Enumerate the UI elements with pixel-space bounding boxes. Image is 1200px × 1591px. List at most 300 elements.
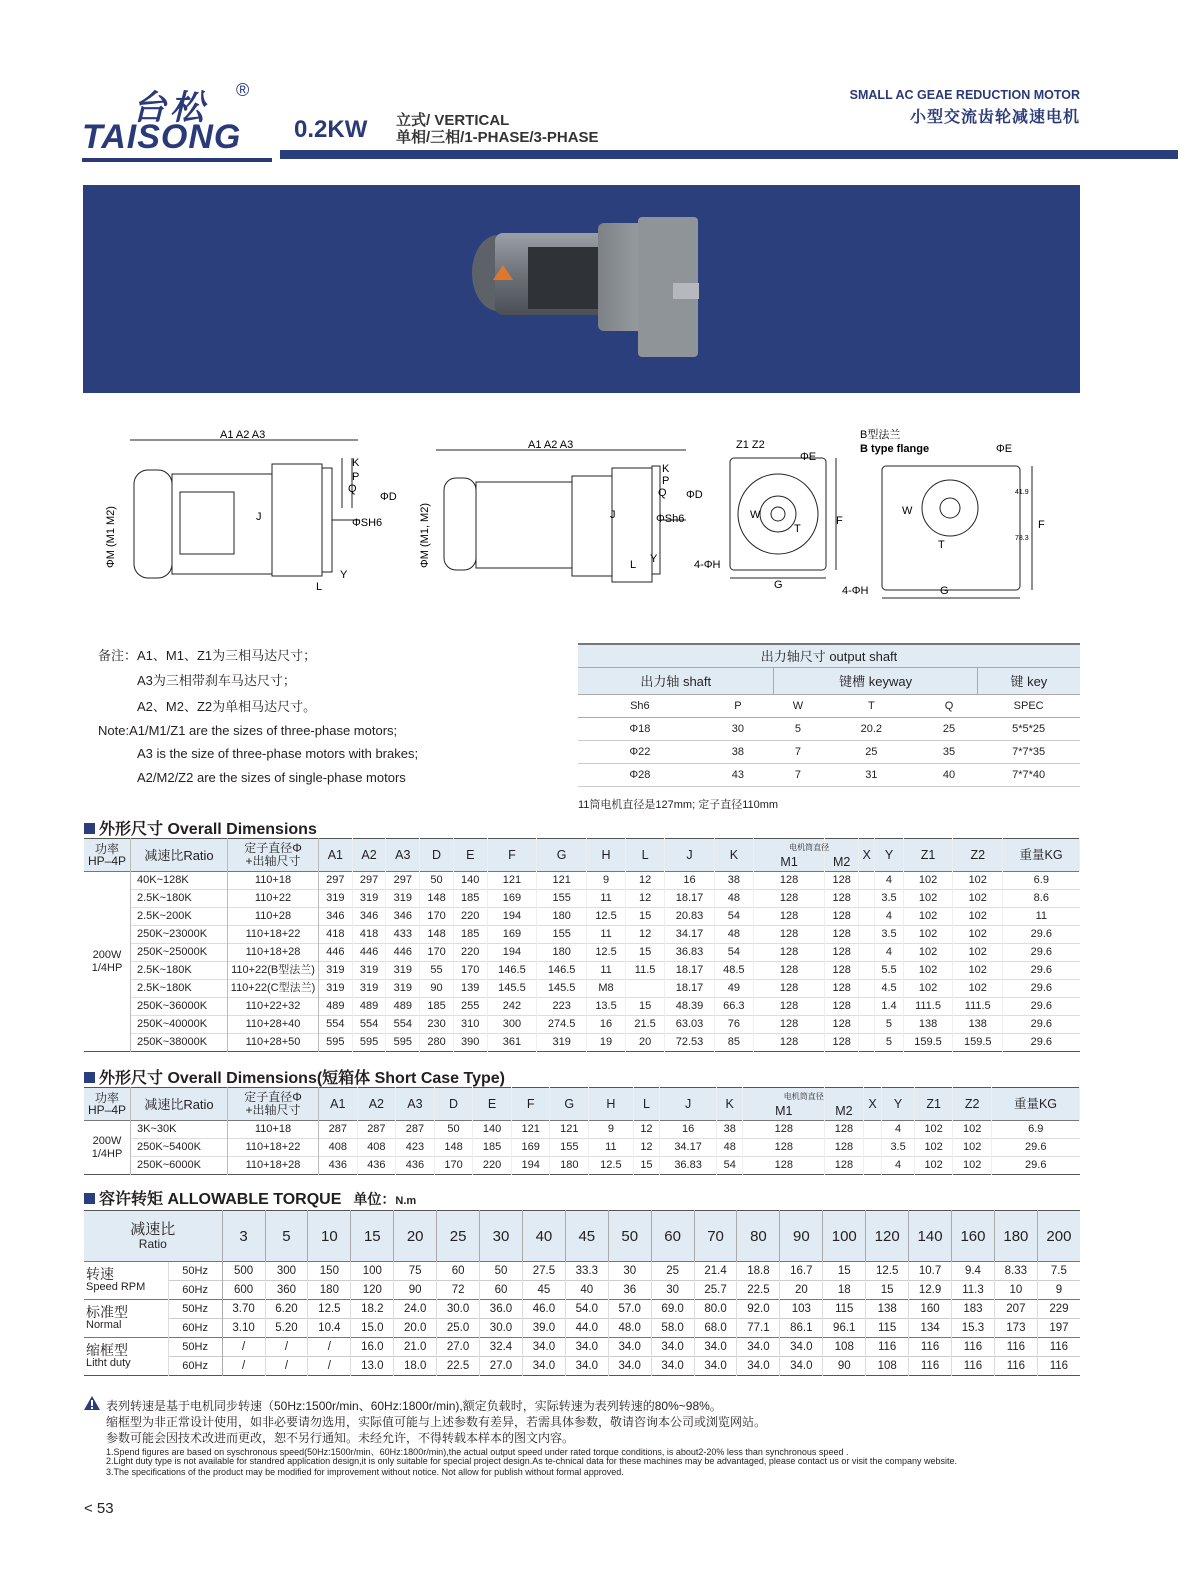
hdr-col: H [587, 839, 626, 872]
dim-cell: 3.5 [875, 926, 903, 944]
dim-cell: 12.5 [589, 1157, 634, 1175]
dim-cell: 138 [903, 1016, 953, 1034]
dim-cell: 446 [386, 944, 420, 962]
dim-cell: 3.5 [875, 890, 903, 908]
dim-cell: 102 [953, 890, 1003, 908]
dim-cell: 155 [550, 1139, 589, 1157]
torque-cell: 96.1 [823, 1319, 866, 1338]
dim-cell: 13.5 [587, 998, 626, 1016]
torque-group-label [84, 1262, 168, 1300]
shaft-cell: 25 [921, 718, 978, 741]
hdr-col-m1: M1 [775, 1104, 793, 1118]
dim-cell: 12 [633, 1121, 659, 1139]
dim-cell: 319 [386, 962, 420, 980]
dim-cell: 16 [587, 1016, 626, 1034]
torque-ratio: 180 [994, 1211, 1037, 1262]
dim-cell: 169 [487, 926, 537, 944]
dim-cell: 20.83 [665, 908, 715, 926]
dim-cell: 128 [825, 998, 859, 1016]
torque-cell: 8.33 [994, 1262, 1037, 1281]
dim-cell: 436 [396, 1157, 435, 1175]
dim-cell: 110+28 [228, 908, 319, 926]
dim-cell: 102 [903, 980, 953, 998]
dim-cell: 230 [420, 1016, 454, 1034]
torque-cell: 50 [480, 1262, 523, 1281]
side-view-2 [436, 450, 686, 582]
registered-mark: ® [236, 80, 250, 100]
dim-cell: 110+18 [228, 1121, 319, 1139]
dim-row [84, 926, 1080, 944]
dim-cell: 319 [352, 890, 386, 908]
dim-cell [859, 926, 875, 944]
torque-cell: 46.0 [522, 1300, 565, 1319]
torque-group-cn: 缩框型 [86, 1341, 128, 1358]
torque-cell: 34.0 [780, 1338, 823, 1357]
torque-ratio: 45 [565, 1211, 608, 1262]
torque-cell: / [222, 1357, 265, 1376]
dim-cell: 446 [352, 944, 386, 962]
dim-cell: 194 [487, 944, 537, 962]
torque-cell: 116 [1037, 1357, 1080, 1376]
torque-cell: 7.5 [1037, 1262, 1080, 1281]
hdr-col: J [665, 839, 715, 872]
dim-cell: 319 [386, 980, 420, 998]
torque-cell: 197 [1037, 1319, 1080, 1338]
dim-cell: 180 [537, 908, 587, 926]
dim-label-m-2: ΦM (M1, M2) [419, 503, 431, 568]
dim-cell: 554 [386, 1016, 420, 1034]
hdr-motor-group [754, 843, 830, 869]
torque-cell: 39.0 [522, 1319, 565, 1338]
torque-cell: 116 [909, 1338, 952, 1357]
dim-cell: 110+18+22 [228, 1139, 319, 1157]
hdr-col: Z2 [953, 839, 1003, 872]
torque-cell: 3.10 [222, 1319, 265, 1338]
note-cn-1: 备注：A1、M1、Z1为三相马达尺寸； [98, 648, 317, 663]
torque-cell: 6.20 [265, 1300, 308, 1319]
dim-cell: 102 [953, 1139, 992, 1157]
dim-cell: 2.5K~180K [131, 962, 228, 980]
hdr-col: 重量KG [991, 1088, 1079, 1121]
torque-hz: 50Hz [168, 1338, 222, 1357]
hdr-col: Z2 [953, 1088, 992, 1121]
dim-cell: 185 [420, 998, 454, 1016]
dim-cell: 2.5K~180K [131, 890, 228, 908]
dim-cell: 280 [420, 1034, 454, 1052]
dim-cell: 29.6 [1003, 980, 1080, 998]
dim-cell: 63.03 [665, 1016, 715, 1034]
dim-cell: 250K~23000K [131, 926, 228, 944]
hdr-col: H [589, 1088, 634, 1121]
dim-cell: 18.17 [665, 980, 715, 998]
dim-label-sh6-2: ΦSh6 [656, 513, 685, 525]
torque-cell: 25 [651, 1262, 694, 1281]
hdr-col: 重量KG [1003, 839, 1080, 872]
dim-cell: 102 [914, 1121, 953, 1139]
shaft-cell: Φ18 [578, 718, 702, 741]
torque-ratio: 90 [780, 1211, 823, 1262]
hdr-power: 功率 HP–4P [84, 1088, 131, 1121]
torque-cell: 10 [994, 1281, 1037, 1300]
torque-ratio: 100 [823, 1211, 866, 1262]
dim-cell: 3.5 [882, 1139, 914, 1157]
dim-label-m: ΦM (M1 M2) [105, 506, 117, 568]
dim-cell: 36.83 [665, 944, 715, 962]
dim-cell [863, 1121, 882, 1139]
torque-hz: 60Hz [168, 1281, 222, 1300]
hdr-ratio: 减速比Ratio [131, 839, 228, 872]
dim-cell: 255 [453, 998, 487, 1016]
torque-group-cn: 标准型 [86, 1303, 128, 1320]
dim-cell: 297 [386, 872, 420, 890]
dim-cell: 128 [743, 1157, 825, 1175]
dim-cell: 128 [825, 926, 859, 944]
torque-row [84, 1300, 1080, 1319]
dim-cell: 5 [875, 1016, 903, 1034]
torque-cell: 18 [823, 1281, 866, 1300]
dim-cell: 38 [717, 1121, 743, 1139]
dim-cell: 159.5 [953, 1034, 1003, 1052]
dim-cell: 194 [511, 1157, 550, 1175]
torque-cell: 183 [952, 1300, 995, 1319]
dim-cell [859, 998, 875, 1016]
torque-ratio-header [84, 1211, 222, 1262]
dim-cell: 15 [626, 908, 665, 926]
dim-cell: 18.17 [665, 890, 715, 908]
dim-cell: 20 [626, 1034, 665, 1052]
front-view [730, 458, 836, 578]
dim-cell: 110+28+50 [228, 1034, 319, 1052]
hdr-col: X [859, 839, 875, 872]
torque-cell: 27.0 [437, 1338, 480, 1357]
torque-cell: 15.3 [952, 1319, 995, 1338]
dim-cell: 110+18 [228, 872, 319, 890]
torque-cell: 60 [437, 1262, 480, 1281]
dim-row [84, 890, 1080, 908]
dim-cell: 4.5 [875, 980, 903, 998]
row-power: 200W 1/4HP [84, 1121, 131, 1175]
torque-cell: 90 [823, 1357, 866, 1376]
torque-cell: 12.5 [308, 1300, 351, 1319]
dim-cell: 180 [537, 944, 587, 962]
dim-cell: 595 [386, 1034, 420, 1052]
dim-cell: 110+22(B型法兰) [228, 962, 319, 980]
dim-cell: 155 [537, 926, 587, 944]
dim-label-e-b: ΦE [996, 443, 1013, 455]
shaft-col-header: SPEC [977, 695, 1080, 718]
dim-cell: 12.5 [587, 908, 626, 926]
torque-cell: 90 [394, 1281, 437, 1300]
torque-header-row [84, 1211, 1080, 1262]
shaft-cell: 40 [921, 764, 978, 787]
dim-cell: M8 [587, 980, 626, 998]
dim-cell: 436 [357, 1157, 396, 1175]
dim-cell: 319 [352, 962, 386, 980]
dim-cell: 16 [660, 1121, 717, 1139]
dim-cell: 110+18+28 [228, 944, 319, 962]
dim-cell: 319 [319, 890, 353, 908]
dim-cell: 66.3 [714, 998, 753, 1016]
dim-cell: 418 [319, 926, 353, 944]
dim-cell: 287 [357, 1121, 396, 1139]
dim-label-f: F [836, 515, 843, 527]
torque-ratio-cn: 减速比 [130, 1221, 176, 1238]
dim-cell: 19 [587, 1034, 626, 1052]
dim-label-y: Y [340, 569, 348, 581]
dim-cell: 110+28+40 [228, 1016, 319, 1034]
dim-label-l: L [316, 581, 323, 593]
dim-cell: 446 [319, 944, 353, 962]
dim-cell: 242 [487, 998, 537, 1016]
dim-label-z: Z1 Z2 [736, 439, 765, 451]
dim-cell: 1.4 [875, 998, 903, 1016]
torque-cell: 5.20 [265, 1319, 308, 1338]
torque-cell: / [308, 1338, 351, 1357]
torque-cell: / [222, 1338, 265, 1357]
hdr-motor: 电机筒直径 [789, 843, 830, 852]
dim-cell: 146.5 [537, 962, 587, 980]
torque-ratio: 5 [265, 1211, 308, 1262]
product-title-en: SMALL AC GEAE REDUCTION MOTOR [849, 88, 1080, 102]
short-case-title-text: 外形尺寸 Overall Dimensions(短箱体 Short Case Type) [99, 1070, 506, 1087]
dim-row [84, 908, 1080, 926]
torque-cell: 27.0 [480, 1357, 523, 1376]
dim-cell: 16 [665, 872, 715, 890]
torque-group-label [84, 1300, 168, 1338]
dim-label-d-2: ΦD [686, 489, 703, 501]
dim-cell: 319 [537, 1034, 587, 1052]
dim-cell: 169 [487, 890, 537, 908]
torque-cell: 40 [565, 1281, 608, 1300]
torque-cell: 9 [1037, 1281, 1080, 1300]
torque-cell: 173 [994, 1319, 1037, 1338]
torque-cell: 116 [952, 1357, 995, 1376]
dim-label-a123-2: A1 A2 A3 [528, 439, 574, 451]
shaft-cell: 31 [822, 764, 921, 787]
torque-cell: 103 [780, 1300, 823, 1319]
dim-cell: 50 [434, 1121, 473, 1139]
dim-label-j: J [256, 511, 262, 523]
dim-cell: 170 [453, 962, 487, 980]
torque-cell: 77.1 [737, 1319, 780, 1338]
dim-cell: 250K~38000K [131, 1034, 228, 1052]
torque-cell: 116 [952, 1338, 995, 1357]
dim-cell: 128 [753, 962, 824, 980]
torque-cell: 54.0 [565, 1300, 608, 1319]
dim-cell: 8.6 [1003, 890, 1080, 908]
shaft-group-key: 键 key [977, 668, 1080, 695]
torque-cell: 15 [823, 1262, 866, 1281]
dim-cell: 55 [420, 962, 454, 980]
dim-cell: 310 [453, 1016, 487, 1034]
shaft-cell: 20.2 [822, 718, 921, 741]
torque-cell: 160 [909, 1300, 952, 1319]
dim-cell: 48.5 [714, 962, 753, 980]
dim-cell: 102 [953, 908, 1003, 926]
dim-cell: 170 [434, 1157, 473, 1175]
dim-cell: 128 [753, 1016, 824, 1034]
hdr-col: A2 [352, 839, 386, 872]
torque-cell: 150 [308, 1262, 351, 1281]
dim-cell: 54 [714, 944, 753, 962]
dim-cell: 49 [714, 980, 753, 998]
shaft-cell: 7 [774, 764, 822, 787]
dim-cell: 185 [453, 926, 487, 944]
dim-label-q: Q [348, 483, 357, 495]
torque-cell: 120 [351, 1281, 394, 1300]
dim-cell [859, 1034, 875, 1052]
dim-label-e: ΦE [800, 451, 817, 463]
phase-type: 单相/三相/1-PHASE/3-PHASE [396, 129, 599, 146]
footer-cn-3: 参数可能会因技术改进而更改，恕不另行通知。未经允许，不得转载本样本的图文内容。 [106, 1431, 575, 1445]
dim-cell [859, 962, 875, 980]
dim-cell: 128 [825, 962, 859, 980]
dim-label-t: T [794, 523, 801, 535]
dim-cell: 102 [903, 872, 953, 890]
torque-ratio: 50 [608, 1211, 651, 1262]
torque-cell: 12.5 [866, 1262, 909, 1281]
dim-cell: 11 [587, 926, 626, 944]
note-en-1: Note:A1/M1/Z1 are the sizes of three-phase motors; [98, 723, 398, 738]
dim-cell: 5.5 [875, 962, 903, 980]
dim-label-p-2: P [662, 475, 670, 487]
footer-cn-1: 表列转速是基于电机同步转速（50Hz:1500r/min、60Hz:1800r/min),额定负载时，实际转速为表列转速的80%~98%。 [106, 1399, 722, 1413]
footer-en-3: 3.The specifications of the product may be modified for improvement without notice. Not allow for publish without formal approved. [106, 1467, 624, 1477]
shaft-cell: 35 [921, 741, 978, 764]
shaft-col-header: Q [921, 695, 978, 718]
dim-cell: 128 [753, 872, 824, 890]
dim-label-d: ΦD [380, 491, 397, 503]
dim-cell: 90 [420, 980, 454, 998]
torque-cell: 36.0 [480, 1300, 523, 1319]
dim-cell: 319 [319, 962, 353, 980]
torque-row [84, 1281, 1080, 1300]
dim-cell: 128 [753, 944, 824, 962]
torque-cell: 600 [222, 1281, 265, 1300]
torque-unit-label: 单位： [353, 1191, 396, 1207]
torque-cell: 360 [265, 1281, 308, 1300]
torque-cell: 22.5 [437, 1357, 480, 1376]
torque-ratio: 25 [437, 1211, 480, 1262]
dim-cell: 220 [473, 1157, 512, 1175]
bflange-label-en: B type flange [860, 443, 930, 455]
torque-cell: 34.0 [780, 1357, 823, 1376]
dim-cell: 128 [753, 926, 824, 944]
torque-cell: 18.0 [394, 1357, 437, 1376]
torque-ratio: 10 [308, 1211, 351, 1262]
dim-label-p: P [352, 471, 360, 483]
motor-diameter-note: 11筒电机直径是127mm; 定子直径110mm [578, 799, 779, 811]
dim-cell: 29.6 [1003, 1016, 1080, 1034]
dim-cell: 155 [537, 890, 587, 908]
dim-cell: 6.9 [1003, 872, 1080, 890]
torque-cell: 15.0 [351, 1319, 394, 1338]
hdr-col: A3 [386, 839, 420, 872]
dim-cell: 250K~36000K [131, 998, 228, 1016]
shaft-cell: 7*7*40 [977, 764, 1080, 787]
side-view-1 [130, 440, 360, 578]
dim-cell: 423 [396, 1139, 435, 1157]
dim-cell: 297 [319, 872, 353, 890]
dim-cell: 220 [453, 908, 487, 926]
torque-hz: 50Hz [168, 1300, 222, 1319]
dim-cell: 489 [352, 998, 386, 1016]
hdr-motor: 电机筒直径 [783, 1092, 824, 1101]
torque-cell: 30 [651, 1281, 694, 1300]
dim-label-k-2: K [662, 463, 670, 475]
dim-label-w: W [750, 509, 761, 521]
short-case-table [84, 1087, 1080, 1175]
torque-cell: 34.0 [694, 1338, 737, 1357]
torque-cell: 60 [480, 1281, 523, 1300]
footer-en-2: 2.Light duty type is not available for standred application design,it is only suitable for special project design.As te-chnical data for these machines may be advantaged, please contact us or visit the company website. [106, 1456, 957, 1466]
torque-cell: 34.0 [694, 1357, 737, 1376]
dim-cell: 29.6 [1003, 926, 1080, 944]
torque-cell: 72 [437, 1281, 480, 1300]
dim-cell: 138 [953, 1016, 1003, 1034]
dim-cell: 223 [537, 998, 587, 1016]
hdr-col: F [511, 1088, 550, 1121]
dim-label-h-b: 4-ΦH [842, 585, 869, 597]
torque-cell: 3.70 [222, 1300, 265, 1319]
dim-cell: 72.53 [665, 1034, 715, 1052]
dim-cell: 489 [319, 998, 353, 1016]
product-banner [83, 185, 1080, 393]
page-number: < 53 [84, 1500, 114, 1517]
dim-cell: 40K~128K [131, 872, 228, 890]
dim-cell: 18.17 [665, 962, 715, 980]
dim-cell: 48.39 [665, 998, 715, 1016]
torque-cell: 44.0 [565, 1319, 608, 1338]
hdr-col: G [550, 1088, 589, 1121]
shaft-col-header-row [578, 695, 1080, 718]
dim-cell: 2.5K~180K [131, 980, 228, 998]
dim-cell: 121 [537, 872, 587, 890]
footer-en-1: 1.Spend figures are based on syschronous speed(50Hz:1500r/min、60Hz:1800r/min),the actual output speed under rated torque conditions, is about2-20% less than synchronous speed . [106, 1447, 849, 1457]
torque-ratio: 200 [1037, 1211, 1080, 1262]
dim-cell: 159.5 [903, 1034, 953, 1052]
torque-cell: 116 [909, 1357, 952, 1376]
dim-cell: 15 [633, 1157, 659, 1175]
dim-cell: 250K~5400K [131, 1139, 228, 1157]
shaft-col-header: T [822, 695, 921, 718]
torque-cell: 22.5 [737, 1281, 780, 1300]
torque-table [84, 1210, 1080, 1376]
dim-cell: 300 [487, 1016, 537, 1034]
dim-cell: 11 [589, 1139, 634, 1157]
overall-dimensions-title-text: 外形尺寸 Overall Dimensions [99, 821, 317, 838]
dim-cell: 140 [473, 1121, 512, 1139]
dim-cell: 110+18+28 [228, 1157, 319, 1175]
hdr-col: Z1 [914, 1088, 953, 1121]
torque-ratio-en: Ratio [138, 1237, 167, 1251]
dim-cell: 102 [903, 944, 953, 962]
torque-cell: 34.0 [608, 1338, 651, 1357]
torque-cell: 34.0 [565, 1338, 608, 1357]
torque-group-cn: 转速 [86, 1265, 114, 1282]
torque-hz: 60Hz [168, 1357, 222, 1376]
hdr-col: A2 [357, 1088, 396, 1121]
dim-cell: 11 [587, 962, 626, 980]
hdr-col: E [453, 839, 487, 872]
dim-cell: 436 [319, 1157, 358, 1175]
dim-cell: 128 [825, 1016, 859, 1034]
hdr-col: E [473, 1088, 512, 1121]
dim-cell: 169 [511, 1139, 550, 1157]
hdr-col: L [626, 839, 665, 872]
dim-cell: 319 [319, 980, 353, 998]
torque-cell: 138 [866, 1300, 909, 1319]
